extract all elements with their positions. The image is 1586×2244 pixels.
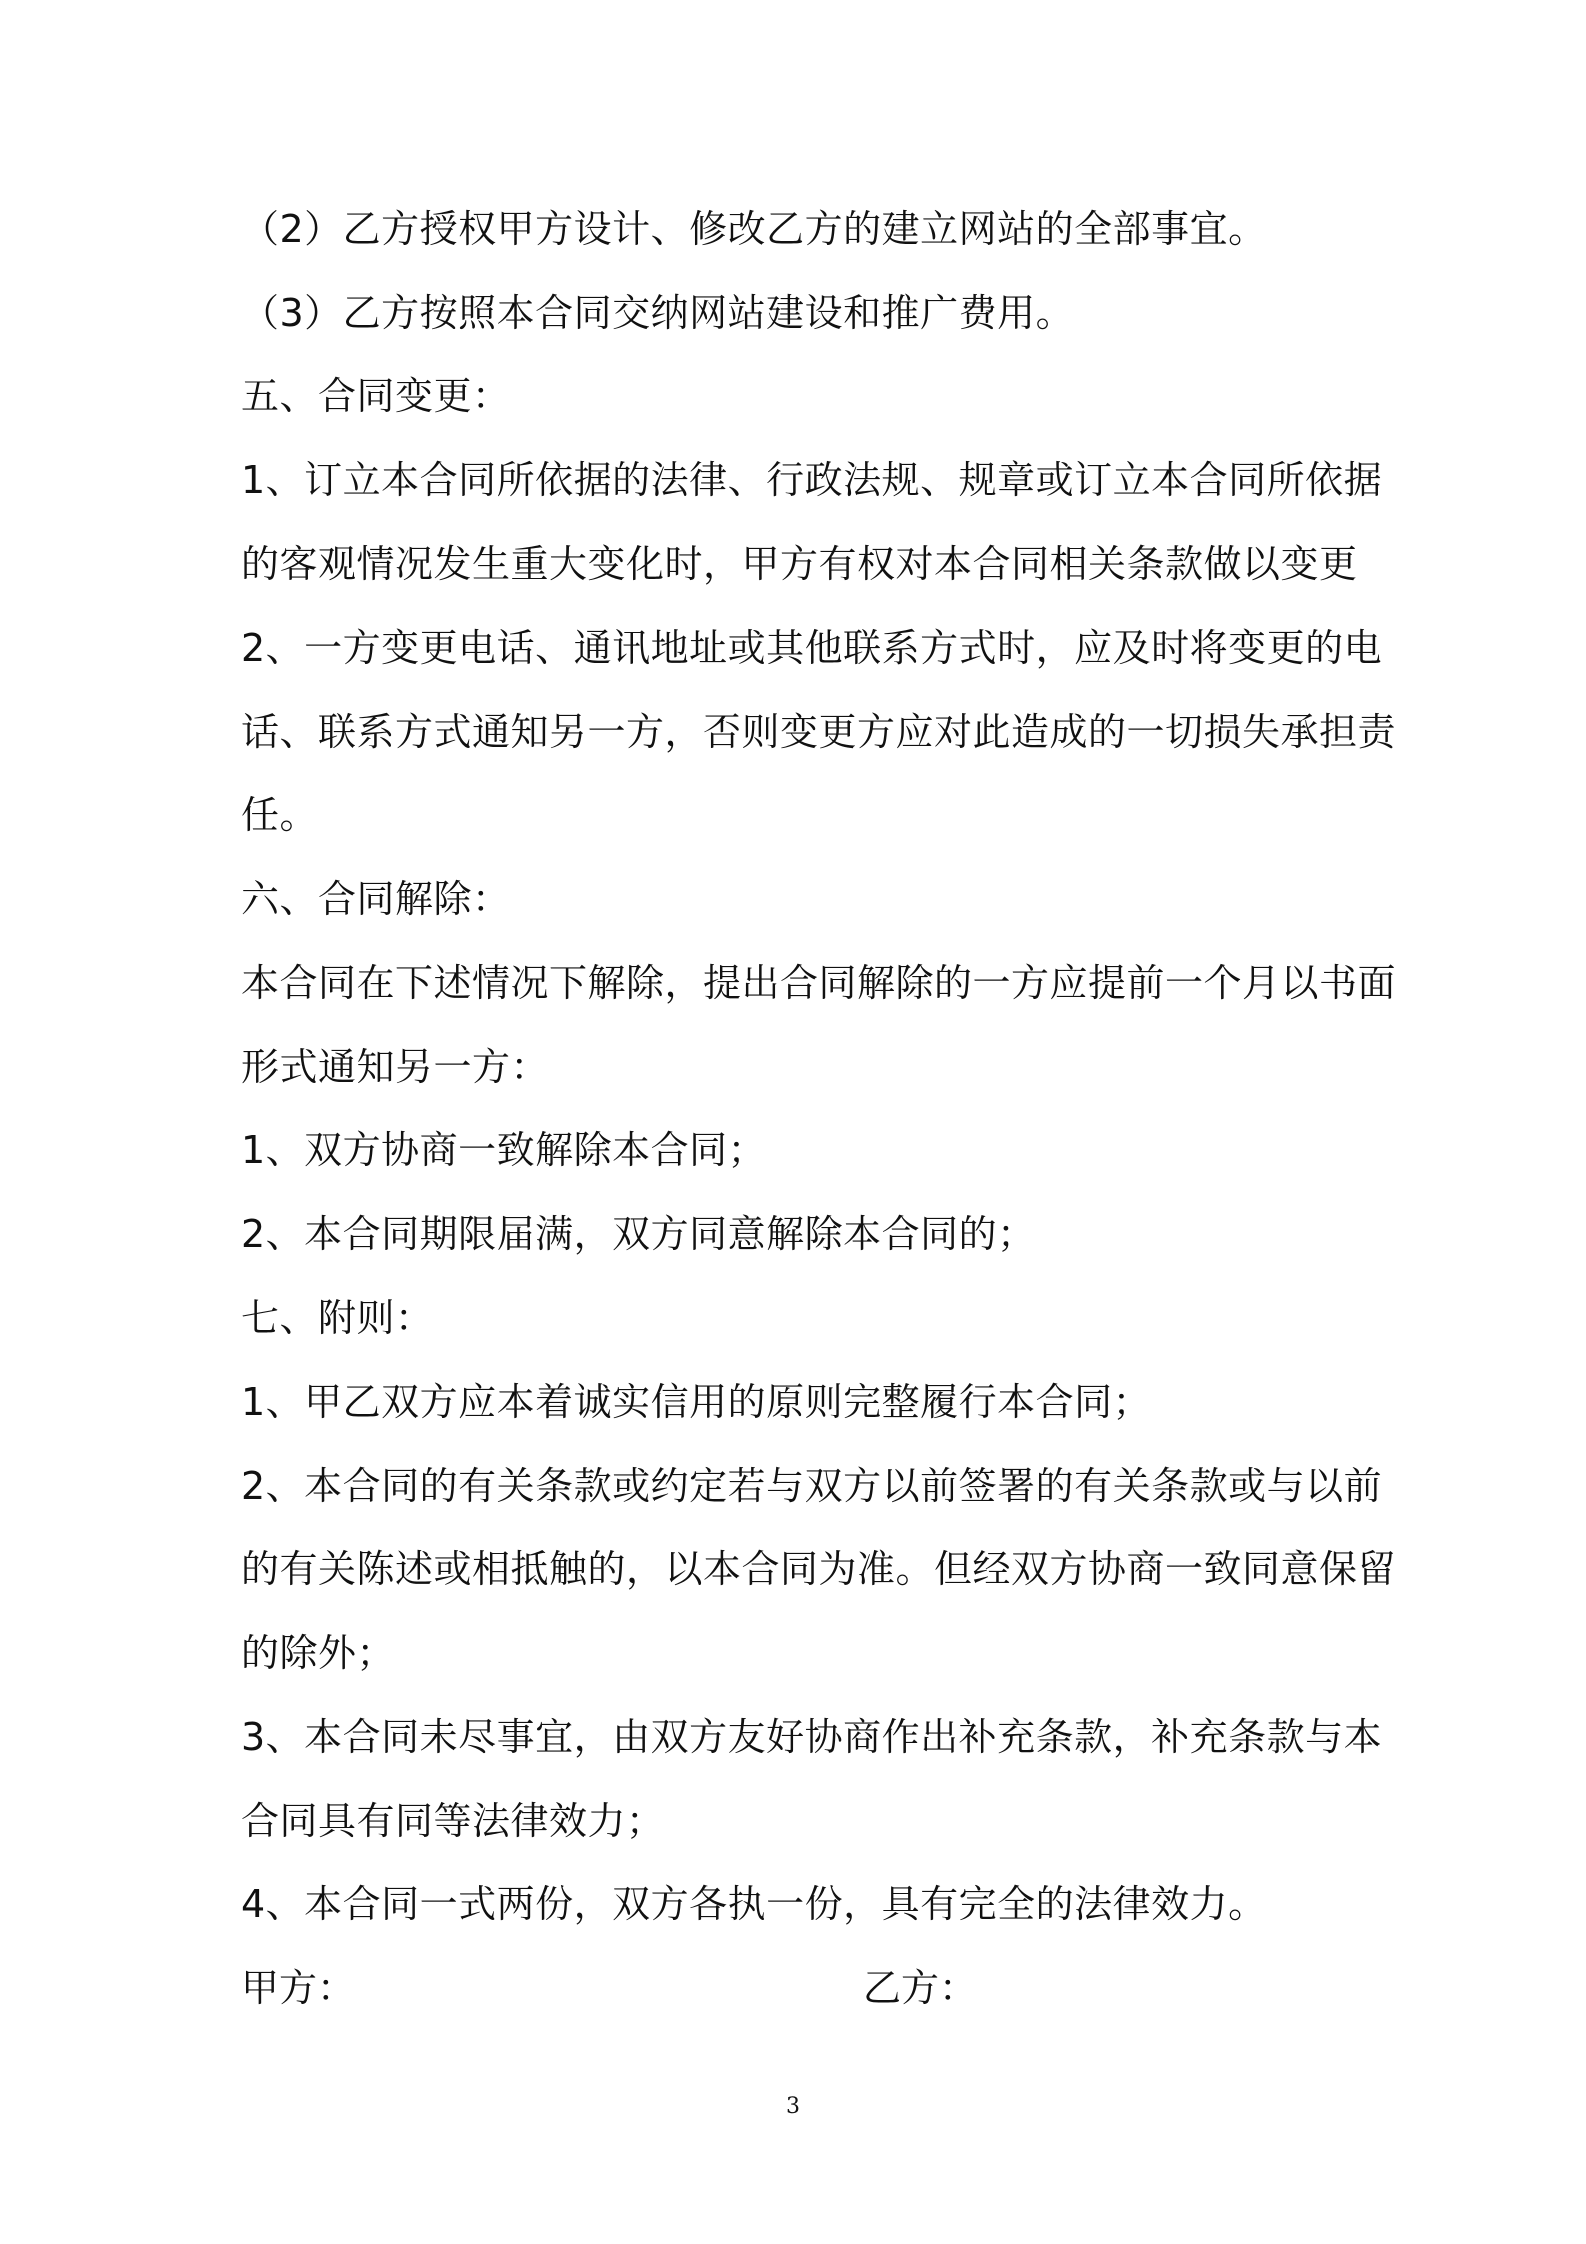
section-heading-contract-termination: 六、合同解除：: [241, 877, 511, 921]
section-heading-contract-change: 五、合同变更：: [241, 374, 511, 418]
termination-intro-line-1: 本合同在下述情况下解除，提出合同解除的一方应提前一个月以书面: [241, 961, 1397, 1005]
termination-intro-line-2: 形式通知另一方：: [241, 1045, 550, 1089]
supplementary-clause-2-line-1: 2、本合同的有关条款或约定若与双方以前签署的有关条款或与以前: [241, 1464, 1383, 1508]
clause-2-3: （3）乙方按照本合同交纳网站建设和推广费用。: [241, 291, 1075, 335]
change-clause-2-line-3: 任。: [241, 793, 319, 837]
change-clause-1-line-1: 1、订立本合同所依据的法律、行政法规、规章或订立本合同所依据: [241, 458, 1383, 502]
clause-2-2: （2）乙方授权甲方设计、修改乙方的建立网站的全部事宜。: [241, 207, 1267, 251]
supplementary-clause-3-line-2: 合同具有同等法律效力；: [241, 1799, 665, 1843]
supplementary-clause-2-line-3: 的除外；: [241, 1631, 396, 1675]
change-clause-1-line-2: 的客观情况发生重大变化时，甲方有权对本合同相关条款做以变更: [241, 542, 1358, 586]
termination-clause-1: 1、双方协商一致解除本合同；: [241, 1128, 767, 1172]
change-clause-2-line-2: 话、联系方式通知另一方，否则变更方应对此造成的一切损失承担责: [241, 710, 1397, 754]
section-heading-supplementary: 七、附则：: [241, 1296, 434, 1340]
party-a-signature-label: 甲方：: [241, 1966, 356, 2010]
supplementary-clause-2-line-2: 的有关陈述或相抵触的，以本合同为准。但经双方协商一致同意保留: [241, 1547, 1397, 1591]
supplementary-clause-4: 4、本合同一式两份，双方各执一份，具有完全的法律效力。: [241, 1882, 1267, 1926]
supplementary-clause-3-line-1: 3、本合同未尽事宜，由双方友好协商作出补充条款，补充条款与本: [241, 1715, 1383, 1759]
party-b-signature-label: 乙方：: [863, 1966, 978, 2010]
termination-clause-2: 2、本合同期限届满，双方同意解除本合同的；: [241, 1212, 1036, 1256]
supplementary-clause-1: 1、甲乙双方应本着诚实信用的原则完整履行本合同；: [241, 1380, 1152, 1424]
change-clause-2-line-1: 2、一方变更电话、通讯地址或其他联系方式时，应及时将变更的电: [241, 626, 1383, 670]
signature-row: [241, 1963, 1361, 2013]
page-number: 3: [786, 2094, 800, 2119]
